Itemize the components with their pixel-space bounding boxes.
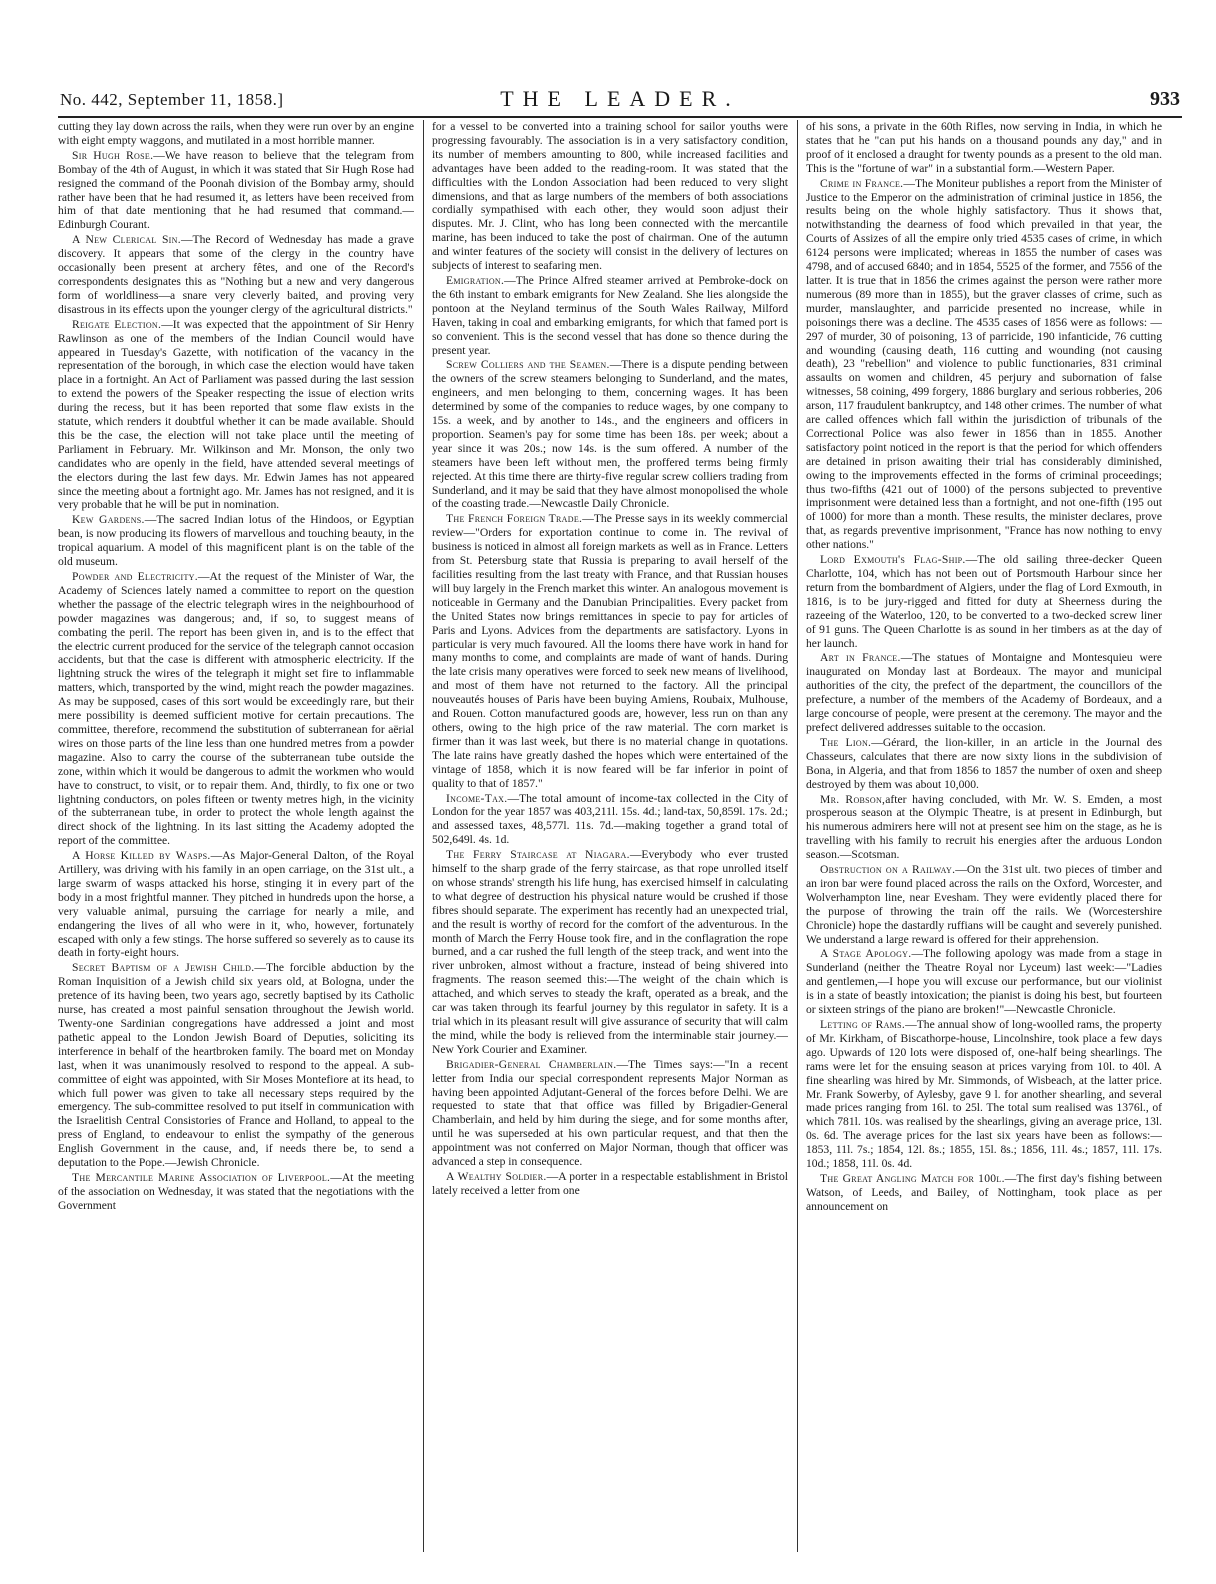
article-body: of his sons, a private in the 60th Rifles, now serving in India, in which he states that he "can put his hands on a thousand pounds any day," and in proof of it enclosed a draught for twenty pounds as a present to the old man. This is the "fortune of war" in a substantial form.—Western Paper. <box>806 120 1162 175</box>
article-heading: Obstruction on a Railway. <box>820 863 956 877</box>
article-heading: Sir Hugh Rose. <box>72 148 154 162</box>
article-body: —The Times says:—"In a recent letter from India our special correspondent represents Major Norman as having been appointed Adjutant-General of the forces before Delhi. We are requested to state that that office was filled by Brigadier-General Chamberlain, and held by him during the siege, and for some months after, until he was superseded at his own particular request, and that then the appointment was not conferred on Major Norman, though that officer was advanced a step in consequence. <box>432 1057 788 1169</box>
article-heading: Emigration. <box>446 273 505 287</box>
article-heading: Powder and Electricity. <box>72 570 198 583</box>
article-heading: A Horse Killed by Wasps. <box>72 849 211 863</box>
article-paragraph <box>806 793 1162 863</box>
article-paragraph <box>806 736 1162 792</box>
article-heading: Screw Colliers and the Seamen. <box>446 358 610 372</box>
article-body: —We have reason to believe that the telegram from Bombay of the 4th of August, in which it was stated that Sir Hugh Rose had resigned the command of the Poonah division of the Bombay army, should rather have been that he had resumed it, as letters have been received from him of that date mentioning that he had resumed that command.—Edinburgh Courant. <box>58 148 414 232</box>
article-body: —As Major-General Dalton, of the Royal Artillery, was driving with his family in an open carriage, on the 31st ult., a large swarm of wasps attacked his horse, stinging it in every part of the body in a most frightful manner. They pitched in hundreds upon the horse, a very valuable animal, pursuing the carriage for nearly a mile, and endangering the lives of all who were in it, who, however, fortunately escaped with only a few stings. The horse suffered so severely as to cause its death in forty-eight hours. <box>58 849 414 960</box>
article-body: —A porter in a respectable establishment in Bristol lately received a letter from one <box>432 1169 788 1197</box>
article-heading: The Great Angling Match for 100l. <box>820 1171 1005 1185</box>
article-heading: A Wealthy Soldier. <box>446 1169 547 1183</box>
article-body: for a vessel to be converted into a training school for sailor youths were progressing favourably. The association is in a very satisfactory condition, its number of members amounting to 800, while increased facilities and advantages have been added to the reading-room. It was stated that the difficulties with the London Association had been reduced to very slight dimensions, and that as large numbers of the members of both associations cordially sympathised with each other, they would soon adjust their disputes. Mr. J. Clint, who has long been connected with the mercantile marine, has been induced to take the post of chairman. One of the autumn and winter features of the society will consist in the delivery of lectures on subjects of interest to seafaring men. <box>432 120 788 273</box>
article-body: —Everybody who ever trusted himself to the sharp grade of the ferry staircase, as that rope unrolled itself on whose strands' strength his life hung, has exercised himself in calculating to what degree of destruction his physical nature would be crushed if those fibres should separate. The experiment has recently had an unexpected trial, and the result is worthy of record for the comfort of the adventurous. In the month of March the Ferry House took fire, and in the conflagration the rope burned, and a car rushed the full length of the steep track, and went into the river unbroken, almost without a fracture, instead of being shivered into fragments. The reason seemed this:—The weight of the chain which is attached, and which serves to steady the kraft, operated as a break, and the car was taken through its fearful journey by this regulator in safety. It is a trial which in its pleasant result will give assurance of security that will calm the mind, while the body is relieved from the interminable stair journey.—New York Courier and Examiner. <box>432 848 788 1056</box>
article-paragraph <box>58 849 414 960</box>
article-paragraph <box>806 1018 1162 1171</box>
article-heading: A Stage Apology. <box>820 947 912 961</box>
article-paragraph <box>432 848 788 1057</box>
article-paragraph <box>432 120 788 273</box>
article-heading: A New Clerical Sin. <box>72 233 181 247</box>
article-paragraph <box>806 947 1162 1017</box>
article-heading: Secret Baptism of a Jewish Child. <box>72 961 255 975</box>
article-body: —The statues of Montaigne and Montesquieu were inaugurated on Monday last at Bordeaux. The mayor and municipal authorities of the city, the prefect of the department, the councillors of the prefecture, a number of the members of the Academy of Bordeaux, and a large concourse of people, were present at the ceremony. The mayor and the prefect delivered addresses suitable to the occasion. <box>806 651 1162 734</box>
article-paragraph <box>806 553 1162 650</box>
article-body: —At the request of the Minister of War, the Academy of Sciences lately named a committee to report on the question whether the passage of the electric telegraph wires in the neighbourhood of powder magazines was dangerous; and, if so, to suggest means of combating the peril. The report has been given in, and is to the effect that the electric current produced for the service of the telegraph cannot occasion accidents, but that the case is different with atmospheric electricity. If the lightning struck the wires of the telegraph it might set fire to inflammable matters, which, transported by the wind, might reach the powder magazines. As may be supposed, cases of this sort would be exceedingly rare, but their mere possibility is deemed sufficient motive for certain precautions. The committee, therefore, recommend the substitution of subterranean for aërial wires on those parts of the line less than one hundred metres from a powder magazine. Also to carry the course of the subterranean tube outside the zone, within which it would be dangerous to admit the workmen who would have to construct, to visit, or to repair them. And, thirdly, to fix one or two lightning conductors, on poles fifteen or twenty metres high, in the vicinity of the subterranean tube, in order to protect the whole length against the direct shock of the lightning. In its last sitting the Academy adopted the report of the committee. <box>58 570 414 848</box>
article-heading: The Ferry Staircase at Niagara. <box>446 848 630 862</box>
issue-date: No. 442, September 11, 1858.] <box>60 90 284 109</box>
article-body: —Gérard, the lion-killer, in an article in the Journal des Chasseurs, calculates that there are now sixty lions in the subdivision of Bona, in Algeria, and that from 1856 to 1857 the number of oxen and sheep destroyed by them was about 10,000. <box>806 735 1162 791</box>
article-heading: Crime in France. <box>820 176 904 190</box>
article-body: —The following apology was made from a stage in Sunderland (neither the Theatre Royal nor Lyceum) last week:—"Ladies and gentlemen,—I hope you will excuse our performance, but our violinist is in a state of beastly intoxication; the pianist is doing his best, but fourteen or sixteen strings of the piano are broken!"—Newcastle Chronicle. <box>806 947 1162 1017</box>
article-paragraph <box>806 651 1162 734</box>
article-body: after having concluded, with Mr. W. S. Emden, a most prosperous season at the Olympic Theatre, is at present in Edinburgh, but his numerous admirers here will not at present see him on the stage, as he is travelling with his family to recruit his energies after the arduous London season.—Scotsman. <box>806 792 1162 862</box>
article-body: —On the 31st ult. two pieces of timber and an iron bar were found placed across the rails on the Oxford, Worcester, and Wolverhampton line, near Evesham. They were evidently placed there for the purpose of throwing the train off the rails. We (Worcestershire Chronicle) hope the dastardly ruffians will be caught and severely punished. We understand a large reward is offered for their apprehension. <box>806 863 1162 946</box>
article-heading: Income-Tax. <box>446 791 508 805</box>
article-paragraph <box>432 358 788 511</box>
column-divider <box>797 120 798 1552</box>
article-body: —The Record of Wednesday has made a grave discovery. It appears that some of the clergy in the country have occasionally been present at archery fêtes, and one of the Record's correspondents designates this as "Nothing but a new and very dangerous form of worldliness—a snare very cleverly baited, and proving very disastrous in its effects upon the younger clergy of the agricultural districts." <box>58 233 414 316</box>
article-paragraph <box>432 274 788 357</box>
article-heading: Mr. Robson, <box>820 792 886 806</box>
column-divider <box>423 120 424 1552</box>
article-paragraph <box>58 233 414 316</box>
page-header <box>60 84 1180 110</box>
article-paragraph <box>58 120 414 148</box>
article-body: —The Presse says in its weekly commercial review—"Orders for exportation continue to come in. The revival of business is noticed in almost all foreign markets as well as in France. Letters from St. Petersburg state that Russia is preparing to avail herself of the facilities resulting from the last treaty with France, and that Russian houses will buy largely in the French market this winter. An analogous movement is noticeable in Germany and the Danubian Principalities. Every packet from the United States now brings remittances in specie to pay for articles of Paris and Lyons. Advices from the departments are satisfactory. Lyons in particular is very much favoured. All the looms there have work in hand for many months to come, and complaints are made of want of hands. During the late crisis many operatives were forced to seek new means of livelihood, and most of them have not returned to the factory. All the principal nouveautés houses of Paris have been buying Amiens, Roubaix, Mulhouse, and Rouen. Cotton manufactured goods are, however, less run on than any others, owing to the high price of the raw material. The corn market is firmer than it was last week, but there is no material change in quotations. The late rains have greatly dashed the hopes which were entertained of the vintage of 1858, which it is now feared will be far inferior in point of quality to that of 1857." <box>432 512 788 790</box>
article-body: —The first day's fishing between Watson, of Leeds, and Bailey, of Nottingham, took place as per announcement on <box>806 1171 1162 1213</box>
article-body: cutting they lay down across the rails, when they were run over by an engine with eight empty waggons, and mutilated in a most horrible manner. <box>58 120 414 147</box>
article-paragraph <box>432 512 788 790</box>
article-body: —It was expected that the appointment of Sir Henry Rawlinson as one of the members of the Indian Council would have appeared in Tuesday's Gazette, with notification of the vacancy in the representation of the borough, in which case the election would have taken place in a fortnight. An Act of Parliament was passed during the last session to extend the powers of the Speaker respecting the issue of election writs during the recess, but it has been reported that some flaw exists in the statute, which renders it doubtful whether it can be made available. Should this be the case, the election will not take place until the meeting of Parliament in February. Mr. Wilkinson and Mr. Monson, the only two candidates who are openly in the field, have attended several meetings of the electors during the last few days. Mr. Edwin James has not appeared since the meeting about a fortnight ago. Mr. James has not resigned, and it is very probable that he will be put in nomination. <box>58 317 414 512</box>
article-paragraph <box>58 318 414 513</box>
article-paragraph <box>432 792 788 848</box>
article-body: —At the meeting of the association on Wednesday, it was stated that the negotiations with the Government <box>58 1170 414 1212</box>
page-number: 933 <box>1150 88 1180 110</box>
column-2 <box>432 120 788 1552</box>
article-body: —The Moniteur publishes a report from the Minister of Justice to the Emperor on the administration of criminal justice in 1856, the results being on the whole highly satisfactory. Thus it shows that, notwithstanding the dearness of food which prevailed in that year, the Courts of Assizes of all the empire only tried 4535 cases of crime, in which 6124 persons were implicated; whereas in 1855 the number of cases was 4798, and of accused 6840; and in 1854, 5525 of the former, and 7556 of the latter. It is true that in 1856 the crimes against the person were rather more numerous (89 more than in 1855), but the graver classes of crime, such as murder, manslaughter, and parricide presented no increase, while in poisonings there was a decline. The 4535 cases of 1856 were as follows: —297 of murder, 30 of poisoning, 13 of parricide, 190 infanticide, 76 cutting and wounding (causing death, 116 cutting and wounding (not causing death), 23 "rebellion" and violence to public functionaries, 831 criminal assaults on women and children, 45 perjury and subornation of false witnesses, 58 coining, 499 forgery, 1886 burglary and serious robberies, 206 arson, 117 fraudulent bankruptcy, and 148 other crimes. The number of what are called offences which fall within the jurisdiction of tribunals of the Correctional Police was also fewer in 1856 than in 1855. Another satisfactory point noticed in the report is that the period for which offenders are detained in prison awaiting their trial has considerably diminished, owing to the improvements effected in the forms of criminal proceedings; thus two-fifths (421 out of 1000) of the persons subjected to preventive imprisonment were detained less than a fortnight, and not one-fifth (195 out of 1000) for more than a month. These results, the minister declares, prove that, as regards preventive imprisonment, "France has now nothing to envy other nations." <box>806 176 1162 552</box>
article-body: —The old sailing three-decker Queen Charlotte, 104, which has not been out of Portsmouth Harbour since her return from the bombardment of Algiers, under the flag of Lord Exmouth, in 1816, is to be jury-rigged and fitted for duty at Sheerness during the razeeing of the Waterloo, 120, to be converted to a two-decked screw liner of 91 guns. The Queen Charlotte is as sound in her timbers as at the day of her launch. <box>806 553 1162 650</box>
article-paragraph <box>58 149 414 232</box>
article-heading: Lord Exmouth's Flag-Ship. <box>820 553 966 567</box>
article-heading: The Mercantile Marine Association of Liverpool. <box>72 1170 331 1184</box>
article-paragraph <box>806 120 1162 176</box>
article-heading: The French Foreign Trade. <box>446 512 583 526</box>
article-paragraph <box>58 1171 414 1213</box>
article-body: —The forcible abduction by the Roman Inquisition of a Jewish child six years old, at Bologna, under the pretence of its having been, two years ago, secretly baptised by its Catholic nurse, has created a most painful sensation throughout the Jewish world. Twenty-one Sardinian congregations have addressed a joint and most pathetic appeal to the London Jewish Board of Deputies, soliciting its interference in behalf of the heartbroken family. The board met on Monday last, when it was unanimously resolved to respond to the appeal. A sub-committee of eight was appointed, with Sir Moses Montefiore at its head, to which full power was given to take all necessary steps required by the emergency. The sub-committee resolved to put itself in communication with the Israelitish Central Consistories of France and Holland, to appeal to the press of England, to endeavour to enlist the sympathy of the generous English Government in the cause, and, if needs there be, to send a deputation to the Pope.—Jewish Chronicle. <box>58 961 414 1170</box>
article-body: —The total amount of income-tax collected in the City of London for the year 1857 was 403,211l. 15s. 4d.; land-tax, 50,859l. 17s. 2d.; and assessed taxes, 48,577l. 11s. 7d.—making together a grand total of 502,649l. 4s. 1d. <box>432 791 788 847</box>
article-paragraph <box>432 1058 788 1169</box>
article-heading: Art in France. <box>820 651 901 665</box>
article-body: —The Prince Alfred steamer arrived at Pembroke-dock on the 6th instant to embark emigrants for New Zealand. She lies alongside the pontoon at the Neyland terminus of the South Wales Railway, Milford Haven, taking in coal and embarking emigrants, for which that famed port is so convenient. This is the second vessel that has done so thence during the present year. <box>432 273 788 357</box>
column-3 <box>806 120 1162 1552</box>
article-heading: Brigadier-General Chamberlain. <box>446 1057 617 1071</box>
column-1 <box>58 120 414 1552</box>
article-heading: Reigate Election. <box>72 317 162 331</box>
text-columns <box>58 120 1182 1560</box>
article-heading: The Lion. <box>820 735 872 749</box>
article-heading: Letting of Rams. <box>820 1018 906 1031</box>
article-paragraph <box>432 1170 788 1198</box>
article-paragraph <box>806 1172 1162 1214</box>
article-paragraph <box>58 513 414 569</box>
article-paragraph <box>806 177 1162 552</box>
article-paragraph <box>58 570 414 848</box>
article-body: —The sacred Indian lotus of the Hindoos, or Egyptian bean, is now producing its flowers of marvellous and touching beauty, in the tropical aquarium. A model of this magnificent plant is on the table of the old museum. <box>58 513 414 569</box>
header-rule <box>58 116 1182 118</box>
article-body: —There is a dispute pending between the owners of the screw steamers belonging to Sunderland, and the mates, engineers, and men belonging to them, concerning wages. It has been determined by some of the companies to reduce wages, by one company to 15s. a week, and by another to 14s., and the engineers and officers in proportion. Seamen's pay for some time has been 18s. per week; about a year since it was 20s.; now 14s. is the sum offered. A number of the steamers have been left without men, the proffered terms being firmly rejected. At this time there are thirty-five regular screw colliers trading from Sunderland, and it may be said that they have almost monopolised the whole of the coasting trade.—Newcastle Daily Chronicle. <box>432 358 788 511</box>
article-body: —The annual show of long-woolled rams, the property of Mr. Kirkham, of Biscathorpe-house, Lincolnshire, took place a few days ago. Upwards of 120 lots were disposed of, one-half being shearlings. The rams were let for the ensuing season at prices varying from 10l. to 40l. A fine shearling was hired by Mr. Simmonds, of Wisbeach, at the latter price. Mr. Frank Sowerby, of Aylesby, gave 9 l. for another shearling, and several made prices ranging from 16l. to 25l. The total sum realised was 1376l., of which 781l. 10s. was realised by the shearlings, giving an average price, 13l. 0s. 6d. The average prices for the last six years have been as follows:—1853, 11l. 7s.; 1854, 12l. 8s.; 1855, 15l. 8s.; 1856, 11l. 4s.; 1857, 11l. 17s. 10d.; 1858, 11l. 0s. 4d. <box>806 1018 1162 1171</box>
article-heading: Kew Gardens. <box>72 513 145 527</box>
article-paragraph <box>806 863 1162 946</box>
masthead-title: THE LEADER. <box>500 86 740 111</box>
article-paragraph <box>58 961 414 1170</box>
